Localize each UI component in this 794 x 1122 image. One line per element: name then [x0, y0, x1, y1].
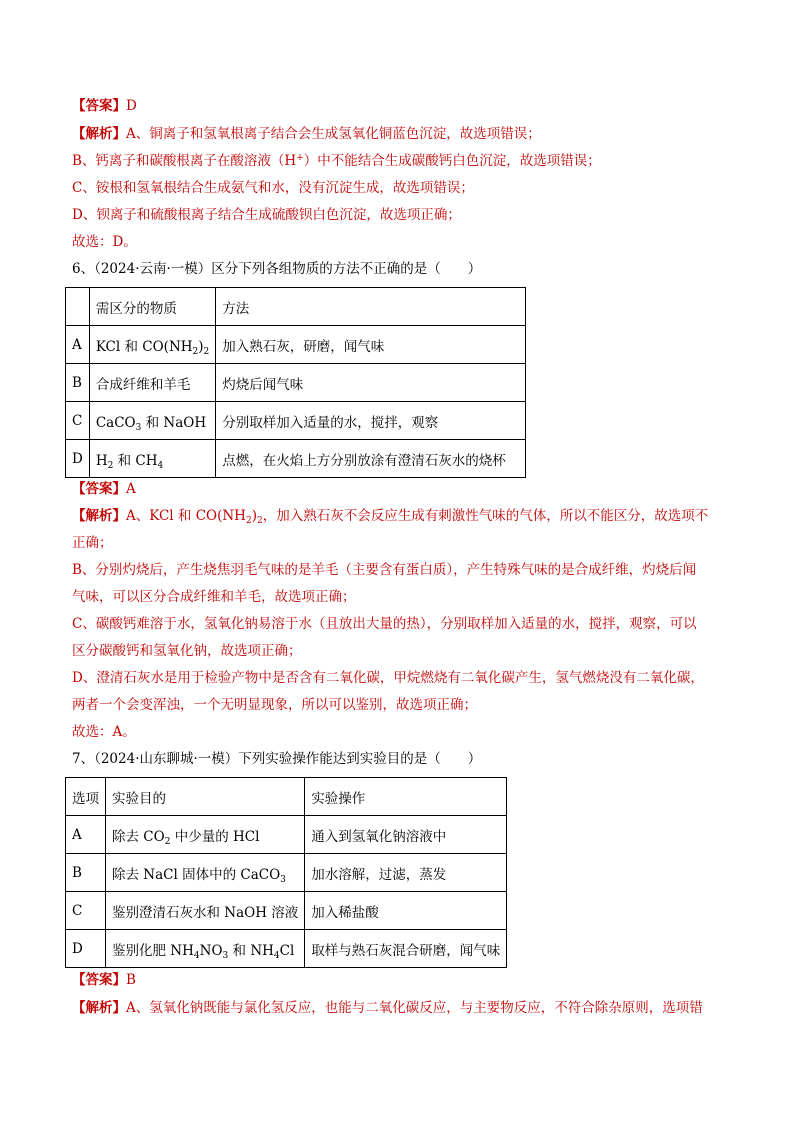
substance-cell: $H_2$ 和 $CH_4$ — [89, 440, 215, 478]
purpose-cell: 除去 $CO_2$ 中少量的 HCl — [106, 816, 305, 854]
method-cell: 灼烧后闻气味 — [216, 364, 526, 402]
operation-cell: 加水溶解，过滤，蒸发 — [305, 854, 507, 892]
purpose-cell: 鉴别澄清石灰水和 NaOH 溶液 — [106, 892, 305, 930]
q7-analysis-a — [72, 998, 703, 1018]
operation-cell: 加入稀盐酸 — [305, 892, 507, 930]
q6-analysis-c: C、碳酸钙难溶于水，氢氧化钠易溶于水（且放出大量的热），分别取样加入适量的水，搅拌，观察，可以 — [72, 616, 697, 632]
table-row — [66, 854, 507, 892]
table-header-cell — [66, 288, 90, 326]
q6-answer-line — [72, 479, 136, 499]
substance-cell: CaCO$_3$ 和 NaOH — [89, 402, 215, 440]
row-label: A — [66, 326, 90, 364]
substance-cell: 合成纤维和羊毛 — [89, 364, 215, 402]
analysis-text: A、氢氧化钠既能与氯化氢反应，也能与二氧化碳反应，与主要物反应，不符合除杂原则，选项错 — [126, 1000, 703, 1016]
table-row — [66, 364, 526, 402]
q6-analysis-c-cont: 区分碳酸钙和氢氧化钠，故选项正确； — [72, 643, 302, 659]
table-header-row — [66, 778, 507, 816]
q6-analysis-b: B、分别灼烧后，产生烧焦羽毛气味的是羊毛（主要含有蛋白质），产生特殊气味的是合成纤维，灼烧后闻 — [72, 562, 697, 578]
q7-stem: 7、（2024·山东聊城·一模）下列实验操作能达到实验目的是（ ） — [72, 751, 482, 767]
q5-analysis-c: C、铵根和氢氧根结合生成氨气和水，没有沉淀生成，故选项错误； — [72, 180, 474, 196]
row-label: C — [66, 892, 106, 930]
q6-stem: 6、（2024·云南·一模）区分下列各组物质的方法不正确的是（ ） — [72, 261, 482, 277]
q5-choice: 故选：D。 — [72, 234, 137, 250]
q7-table — [65, 777, 507, 968]
row-label: B — [66, 854, 106, 892]
operation-cell: 通入到氢氧化钠溶液中 — [305, 816, 507, 854]
table-header-cell: 实验目的 — [106, 778, 305, 816]
answer-value: D — [126, 98, 137, 114]
analysis-text: B、钙离子和碳酸根离子在酸溶液（H — [72, 153, 297, 169]
analysis-tag: 【解析】 — [72, 1000, 126, 1016]
superscript: + — [296, 153, 304, 163]
table-row — [66, 402, 526, 440]
answer-value: A — [126, 481, 136, 497]
answer-tag: 【答案】 — [72, 972, 126, 988]
row-label: B — [66, 364, 90, 402]
q6-analysis-d-cont: 两者一个会变浑浊，一个无明显现象，所以可以鉴别，故选项正确； — [72, 697, 477, 713]
q6-analysis-a-cont: 正确； — [72, 535, 113, 551]
analysis-tag: 【解析】 — [72, 126, 126, 142]
q5-answer-line — [72, 96, 137, 116]
row-label: D — [66, 440, 90, 478]
row-label: D — [66, 930, 106, 968]
purpose-cell: 鉴别化肥 $NH_4NO_3$ 和 $NH_4Cl$ — [106, 930, 305, 968]
table-row — [66, 440, 526, 478]
q6-analysis-d: D、澄清石灰水是用于检验产物中是否含有二氧化碳，甲烷燃烧有二氧化碳产生，氢气燃烧没有二氧化碳， — [72, 670, 704, 686]
answer-tag: 【答案】 — [72, 98, 126, 114]
table-row — [66, 930, 507, 968]
answer-value: B — [126, 972, 136, 988]
table-row — [66, 892, 507, 930]
method-cell: 分别取样加入适量的水，搅拌，观察 — [216, 402, 526, 440]
table-header-row — [66, 288, 526, 326]
table-header-cell: 需区分的物质 — [89, 288, 215, 326]
table-header-cell: 实验操作 — [305, 778, 507, 816]
q6-analysis-b-cont: 气味，可以区分合成纤维和羊毛，故选项正确； — [72, 589, 356, 605]
table-header-cell: 选项 — [66, 778, 106, 816]
operation-cell: 取样与熟石灰混合研磨，闻气味 — [305, 930, 507, 968]
q5-analysis-a — [72, 124, 541, 144]
analysis-text: ）中不能结合生成碳酸钙白色沉淀，故选项错误； — [303, 153, 601, 169]
q6-choice: 故选：A。 — [72, 724, 136, 740]
method-cell: 加入熟石灰，研磨，闻气味 — [216, 326, 526, 364]
q6-analysis-a: 【解析】A、KCl 和 $CO(NH_2)_2$，加入熟石灰不会反应生成有刺激性气味的气体，所以不能区分，故选项不 — [72, 508, 709, 526]
substance-cell: KCl 和 $CO(NH_2)_2$ — [89, 326, 215, 364]
table-row — [66, 816, 507, 854]
analysis-text: A、铜离子和氢氧根离子结合会生成氢氧化铜蓝色沉淀，故选项错误； — [126, 126, 541, 142]
q5-analysis-d: D、钡离子和硫酸根离子结合生成硫酸钡白色沉淀，故选项正确； — [72, 207, 461, 223]
answer-tag: 【答案】 — [72, 481, 126, 497]
table-row — [66, 326, 526, 364]
purpose-cell: 除去 NaCl 固体中的 CaCO$_3$ — [106, 854, 305, 892]
method-cell: 点燃，在火焰上方分别放涂有澄清石灰水的烧杯 — [216, 440, 526, 478]
row-label: A — [66, 816, 106, 854]
q6-table — [65, 287, 526, 478]
q7-answer-line — [72, 970, 136, 990]
row-label: C — [66, 402, 90, 440]
q5-analysis-b — [72, 151, 601, 171]
analysis-tag: 【解析】 — [72, 508, 126, 524]
table-header-cell: 方法 — [216, 288, 526, 326]
